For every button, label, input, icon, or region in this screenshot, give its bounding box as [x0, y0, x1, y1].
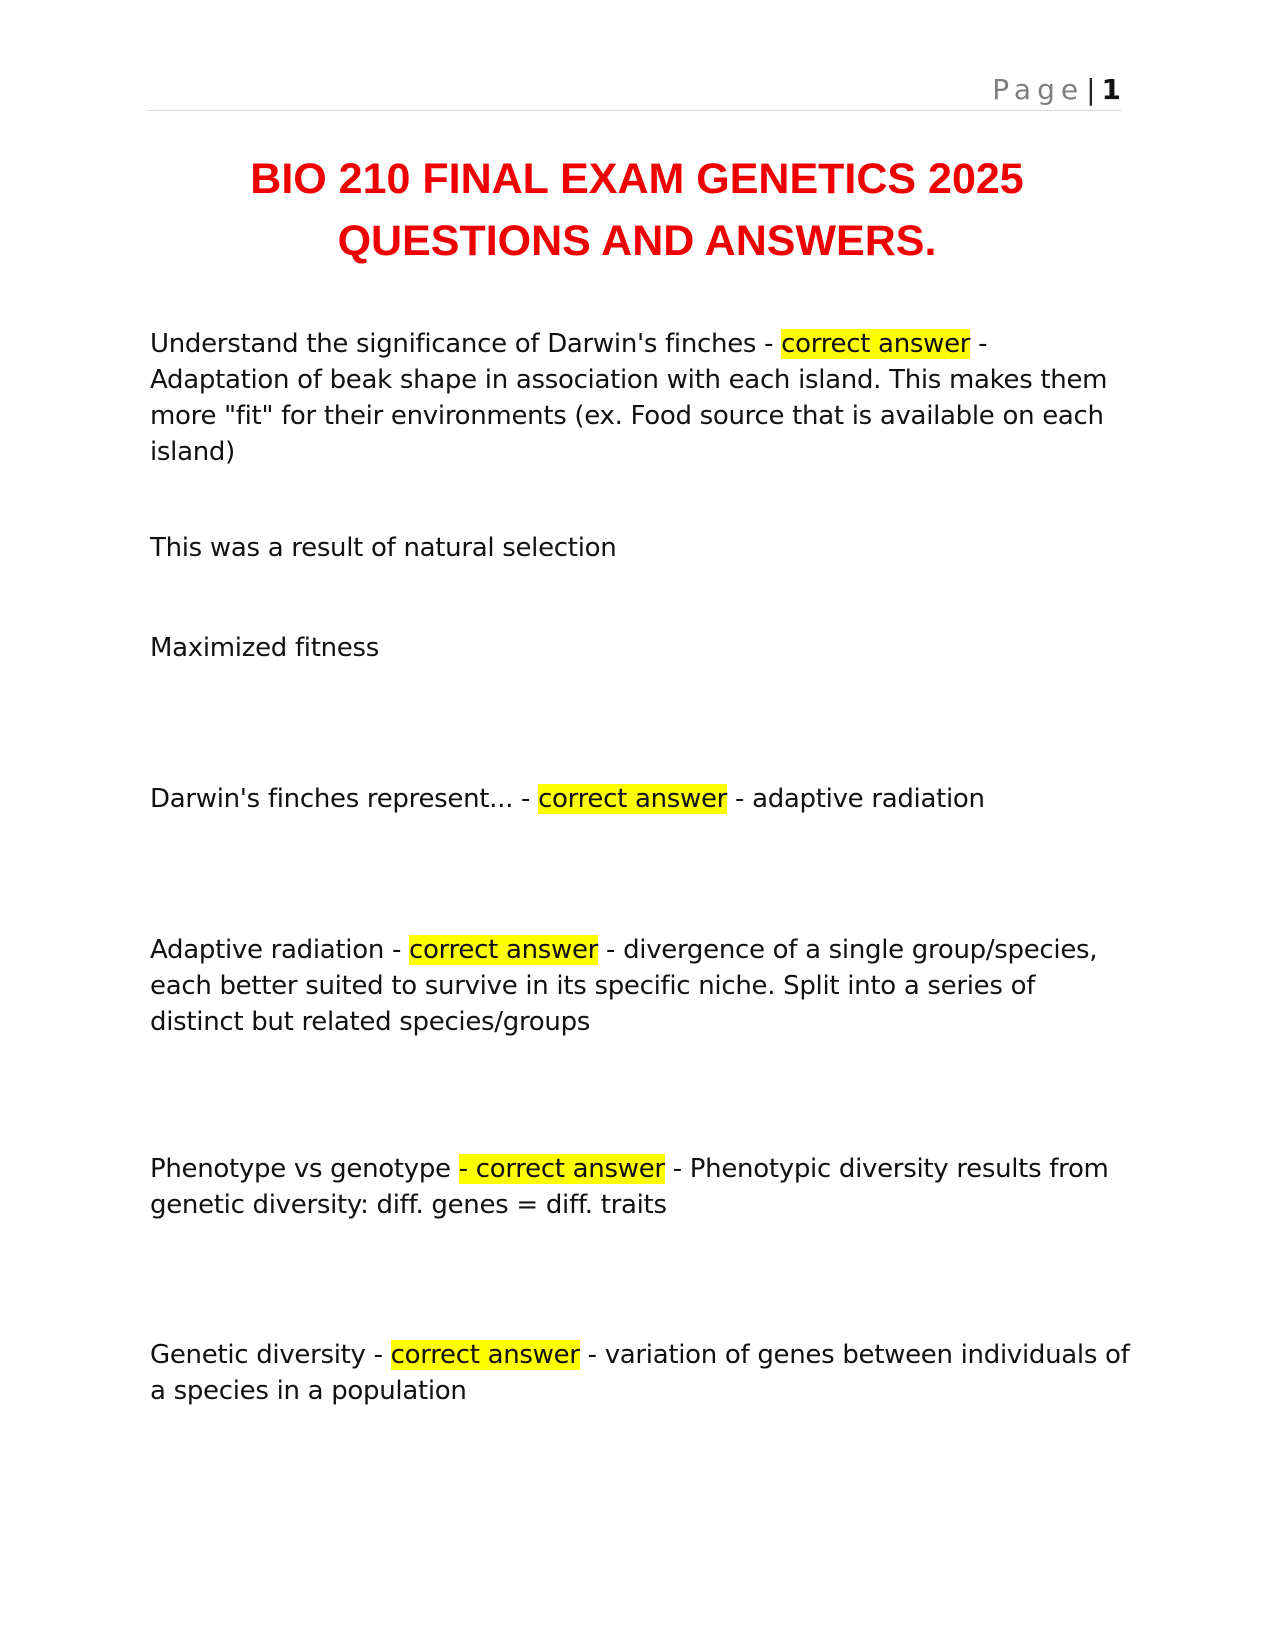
answer-text: - Phenotypic diversity results from genetic diversity: diff. genes = diff. traits: [150, 1154, 1109, 1220]
question-text: Genetic diversity -: [150, 1340, 391, 1370]
correct-answer-marker: correct answer: [781, 329, 971, 359]
note-maximized-fitness: Maximized fitness: [150, 633, 379, 663]
qa-entry-phenotype-genotype: [150, 1151, 1130, 1223]
qa-entry-adaptive-radiation: [150, 932, 1130, 1040]
page-separator: |: [1086, 73, 1096, 106]
qa-entry-finches-represent: [150, 781, 1130, 817]
qa-entry-genetic-diversity: [150, 1337, 1130, 1409]
answer-text: - Adaptation of beak shape in association with each island. This makes them more "fit" for their environments (ex. Food source that is available on each island): [150, 329, 1108, 467]
qa-entry-finches-significance: [150, 326, 1130, 470]
question-text: Adaptive radiation -: [150, 935, 410, 965]
correct-answer-marker: correct answer: [390, 1340, 580, 1370]
page-number: 1: [1101, 73, 1121, 106]
correct-answer-marker: - correct answer: [458, 1154, 665, 1184]
answer-text: - variation of genes between individuals of a species in a population: [150, 1340, 1130, 1406]
note-natural-selection: This was a result of natural selection: [150, 533, 617, 563]
page-header: [146, 70, 1121, 111]
correct-answer-marker: correct answer: [409, 935, 599, 965]
question-text: Phenotype vs genotype: [150, 1154, 459, 1184]
page-word: Page: [992, 73, 1085, 106]
answer-text: - adaptive radiation: [727, 784, 985, 814]
question-text: Darwin's finches represent... -: [150, 784, 539, 814]
question-text: Understand the significance of Darwin's finches -: [150, 329, 782, 359]
page-number-label: [992, 73, 1121, 107]
correct-answer-marker: correct answer: [538, 784, 728, 814]
document-title: BIO 210 FINAL EXAM GENETICS 2025 QUESTIONS AND ANSWERS.: [250, 155, 1024, 265]
answer-text: - divergence of a single group/species, each better suited to survive in its specific niche. Split into a series of distinct but related species/groups: [150, 935, 1098, 1037]
